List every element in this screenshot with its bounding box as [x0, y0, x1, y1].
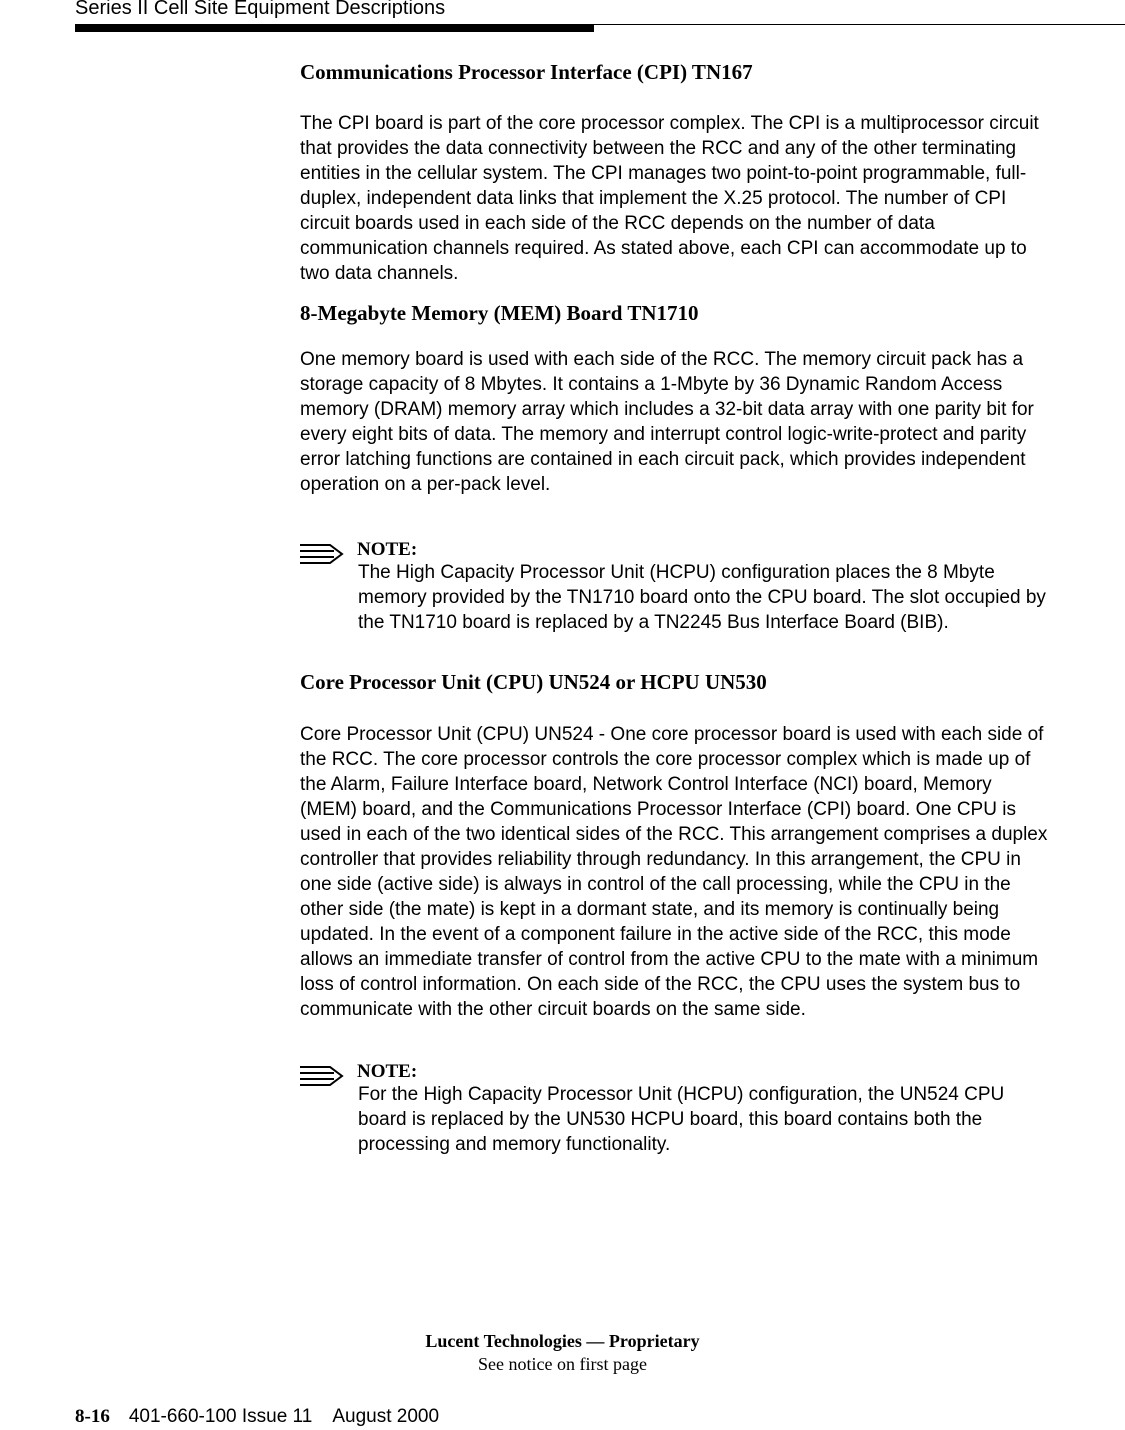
note-label: NOTE: — [357, 539, 418, 560]
document-info: 401-660-100 Issue 11 August 2000 — [128, 1406, 440, 1427]
note-label: NOTE: — [357, 1061, 418, 1082]
header-rule-bar — [75, 25, 594, 32]
section-body-cpi: The CPI board is part of the core processor complex. The CPI is a multiprocessor circuit that provides the data connectivity between the RCC and any of the other terminating entities in the cellular system. The CPI manages two point-to-point programmable, full-duplex, independent data links that implement the X.25 protocol. The number of CPI circuit boards used in each side of the RCC depends on the number of data communication channels required. As stated above, each CPI can accommodate up to two data channels. — [300, 113, 1039, 284]
section-heading-cpu: Core Processor Unit (CPU) UN524 or HCPU UN530 — [300, 670, 767, 694]
note-cpu — [300, 1062, 1050, 1157]
footer-notice: See notice on first page — [478, 1354, 647, 1374]
page-number: 8-16 — [75, 1406, 110, 1427]
section-heading-mem: 8-Megabyte Memory (MEM) Board TN1710 — [300, 301, 699, 325]
note-text-cpu: For the High Capacity Processor Unit (HCPU) configuration, the UN524 CPU board is replaced by the UN530 HCPU board, this board contains both the processing and memory functionality. — [358, 1084, 1005, 1155]
section-body-cpu: Core Processor Unit (CPU) UN524 - One core processor board is used with each side of the RCC. The core processor controls the core processor complex which is made up of the Alarm, Failure Interface board, Network Control Interface (NCI) board, Memory (MEM) board, and the Communications Processor Interface (CPI) board. One CPU is used in each of the two identical sides of the RCC. This arrangement comprises a duplex controller that provides reliability through redundancy. In this arrangement, the CPU in one side (active side) is always in control of the call processing, while the CPU in the other side (the mate) is kept in a dormant state, and its memory is continually being updated. In the event of a component failure in the active side of the RCC, this mode allows an immediate transfer of control from the active CPU to the mate with a minimum loss of control information. On each side of the RCC, the CPU uses the system bus to communicate with the other circuit boards on the same side. — [300, 724, 1048, 1020]
section-heading-cpi: Communications Processor Interface (CPI) TN167 — [300, 60, 753, 84]
footer-page-line — [75, 1406, 439, 1428]
section-body-mem: One memory board is used with each side of the RCC. The memory circuit pack has a storage capacity of 8 Mbytes. It contains a 1-Mbyte by 36 Dynamic Random Access memory (DRAM) memory array which includes a 32-bit data array with one parity bit for every eight bits of data. The memory and interrupt control logic-write-protect and parity error latching functions are contained in each circuit pack, which provides independent operation on a per-pack level. — [300, 349, 1034, 495]
footer-proprietary: Lucent Technologies — Proprietary — [425, 1331, 700, 1351]
note-arrow-icon — [300, 1064, 344, 1088]
note-text-mem: The High Capacity Processor Unit (HCPU) configuration places the 8 Mbyte memory provided by the TN1710 board onto the CPU board. The slot occupied by the TN1710 board is replaced by a TN2245 Bus Interface Board (BIB). — [358, 562, 1046, 633]
note-arrow-icon — [300, 542, 344, 566]
note-mem — [300, 540, 1050, 635]
page-content — [300, 58, 1050, 1157]
running-header-title: Series II Cell Site Equipment Descriptions — [75, 0, 446, 19]
